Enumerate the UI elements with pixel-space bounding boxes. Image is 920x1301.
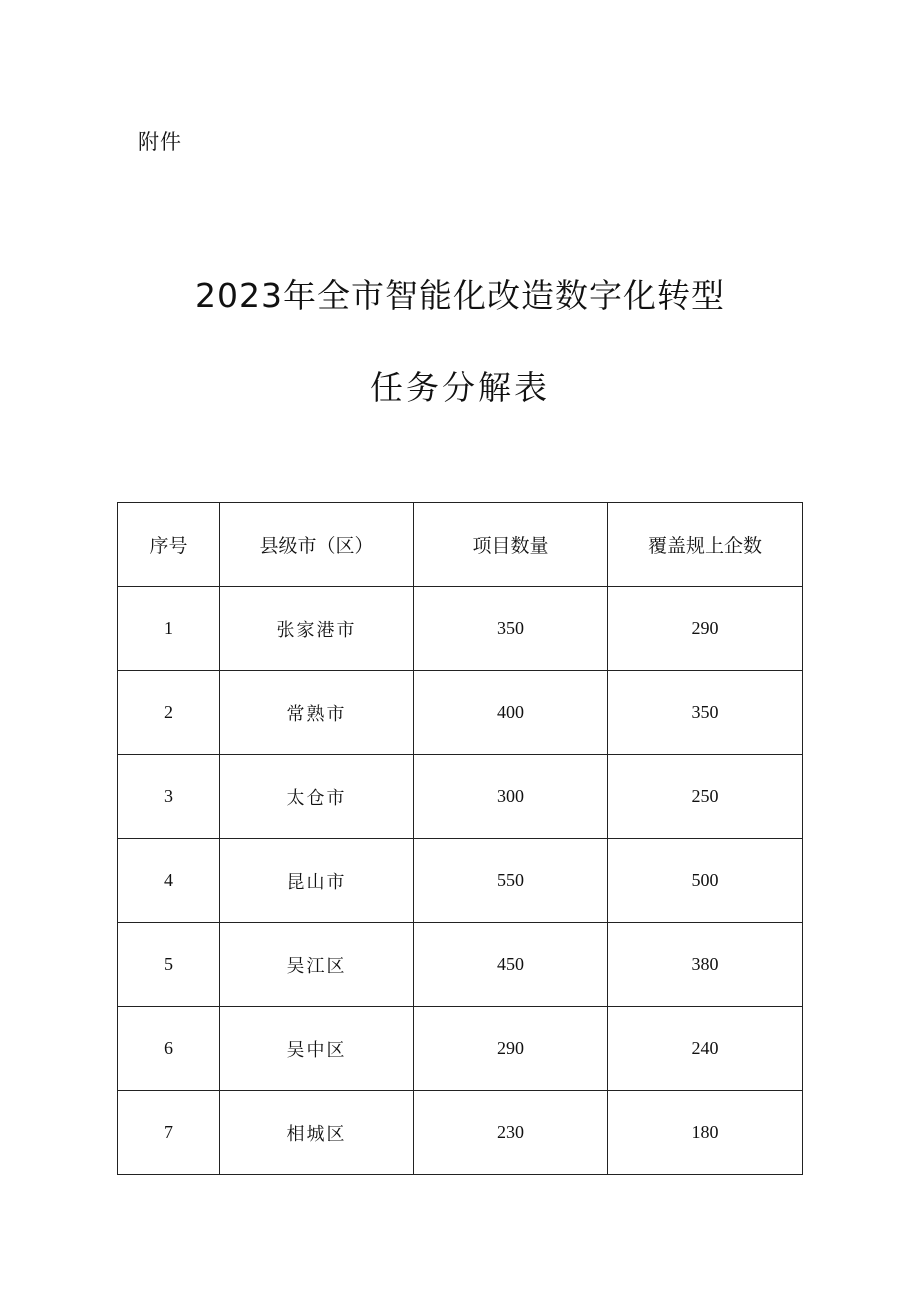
cell-region: 昆山市 <box>220 839 414 923</box>
cell-index: 5 <box>118 923 220 1007</box>
table-row <box>118 1007 803 1091</box>
cell-index: 4 <box>118 839 220 923</box>
cell-index: 7 <box>118 1091 220 1175</box>
header-enterprise-count: 覆盖规上企数 <box>608 503 803 587</box>
cell-index: 2 <box>118 671 220 755</box>
cell-region: 吴江区 <box>220 923 414 1007</box>
cell-region: 相城区 <box>220 1091 414 1175</box>
cell-enterprises: 380 <box>608 923 803 1007</box>
document-title-line-2: 任务分解表 <box>370 368 550 407</box>
cell-region: 吴中区 <box>220 1007 414 1091</box>
cell-region: 张家港市 <box>220 587 414 671</box>
cell-region: 太仓市 <box>220 755 414 839</box>
cell-projects: 230 <box>414 1091 608 1175</box>
table-row <box>118 923 803 1007</box>
cell-projects: 290 <box>414 1007 608 1091</box>
attachment-label: 附件 <box>138 130 182 154</box>
table-row <box>118 671 803 755</box>
table-row <box>118 1091 803 1175</box>
table-header-row <box>118 503 803 587</box>
cell-projects: 550 <box>414 839 608 923</box>
cell-projects: 400 <box>414 671 608 755</box>
cell-projects: 450 <box>414 923 608 1007</box>
table-row <box>118 839 803 923</box>
document-title-line-1: 2023年全市智能化改造数字化转型 <box>195 276 725 315</box>
cell-enterprises: 290 <box>608 587 803 671</box>
cell-enterprises: 350 <box>608 671 803 755</box>
header-index: 序号 <box>118 503 220 587</box>
header-region: 县级市（区） <box>220 503 414 587</box>
cell-index: 6 <box>118 1007 220 1091</box>
task-breakdown-table <box>117 502 803 1175</box>
cell-projects: 300 <box>414 755 608 839</box>
cell-index: 3 <box>118 755 220 839</box>
table-row <box>118 587 803 671</box>
cell-projects: 350 <box>414 587 608 671</box>
cell-enterprises: 500 <box>608 839 803 923</box>
cell-index: 1 <box>118 587 220 671</box>
cell-enterprises: 250 <box>608 755 803 839</box>
cell-enterprises: 240 <box>608 1007 803 1091</box>
table-row <box>118 755 803 839</box>
header-project-count: 项目数量 <box>414 503 608 587</box>
cell-region: 常熟市 <box>220 671 414 755</box>
cell-enterprises: 180 <box>608 1091 803 1175</box>
